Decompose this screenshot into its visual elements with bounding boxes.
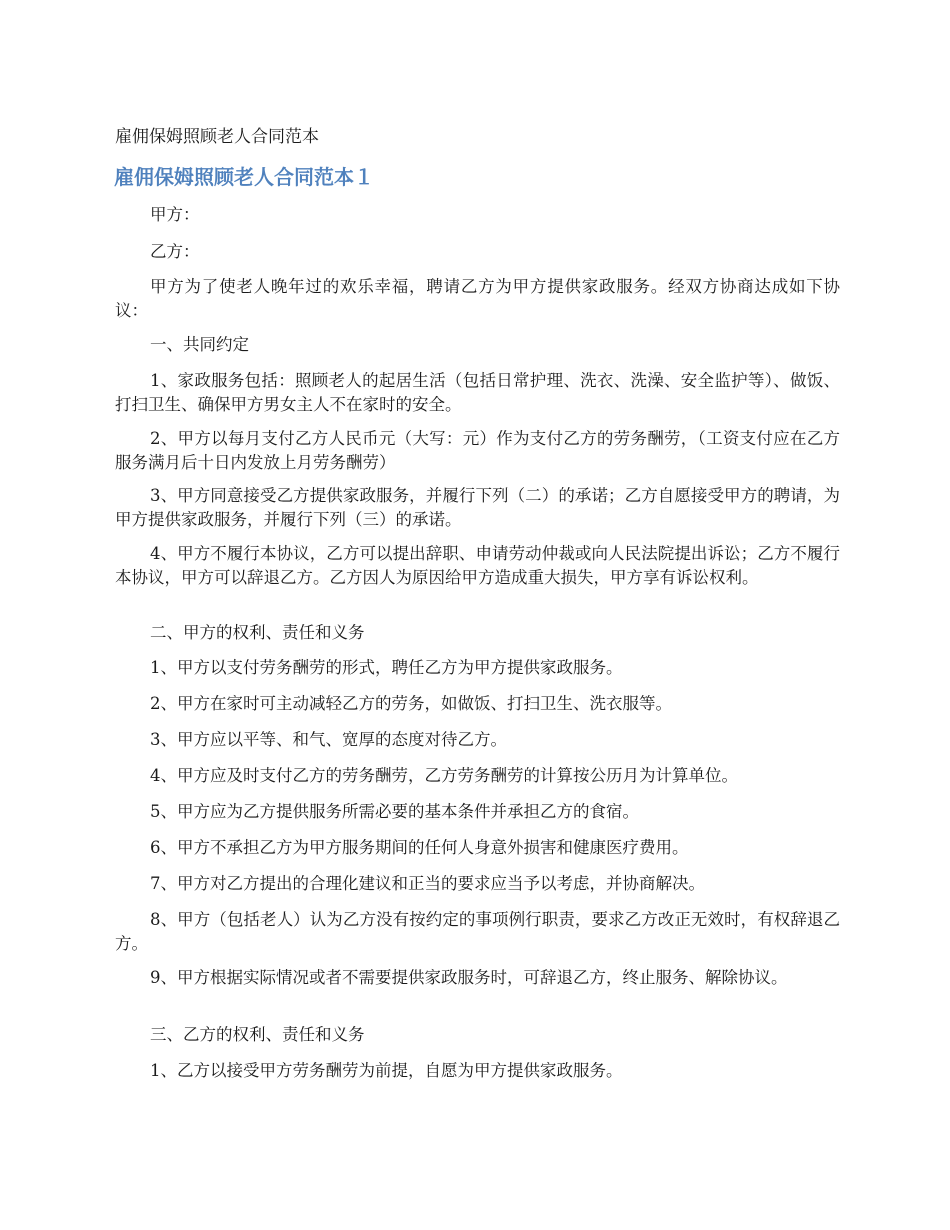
paragraph-intro: 甲方为了使老人晚年过的欢乐幸福，聘请乙方为甲方提供家政服务。经双方协商达成如下协议：	[115, 277, 840, 320]
paragraph-1-1: 1、家政服务包括：照顾老人的起居生活（包括日常护理、洗衣、洗澡、安全监护等）、做饭、打扫卫生、确保甲方男女主人不在家时的安全。	[115, 371, 840, 414]
paragraph-2-9: 9、甲方根据实际情况或者不需要提供家政服务时，可辞退乙方，终止服务、解除协议。	[150, 968, 788, 987]
paragraph-1-2: 2、甲方以每月支付乙方人民币元（大写：元）作为支付乙方的劳务酬劳，（工资支付应在乙方服务满月后十日内发放上月劳务酬劳）	[115, 429, 840, 472]
paragraph-2-2: 2、甲方在家时可主动减轻乙方的劳务，如做饭、打扫卫生、洗衣服等。	[150, 694, 672, 713]
paragraph-2-3: 3、甲方应以平等、和气、宽厚的态度对待乙方。	[150, 730, 507, 749]
paragraph-2-6: 6、甲方不承担乙方为甲方服务期间的任何人身意外损害和健康医疗费用。	[150, 838, 689, 857]
document-title: 雇佣保姆照顾老人合同范本	[115, 127, 319, 147]
paragraph-3-1: 1、乙方以接受甲方劳务酬劳为前提，自愿为甲方提供家政服务。	[150, 1061, 623, 1080]
paragraph-2-7: 7、甲方对乙方提出的合理化建议和正当的要求应当予以考虑，并协商解决。	[150, 874, 705, 893]
paragraph-party-a: 甲方：	[150, 205, 200, 224]
paragraph-1-3: 3、甲方同意接受乙方提供家政服务，并履行下列（二）的承诺；乙方自愿接受甲方的聘请，为甲方提供家政服务，并履行下列（三）的承诺。	[115, 486, 840, 529]
paragraph-party-b: 乙方：	[150, 242, 200, 261]
paragraph-2-5: 5、甲方应为乙方提供服务所需必要的基本条件并承担乙方的食宿。	[150, 802, 639, 821]
section-1-heading: 一、共同约定	[150, 335, 249, 354]
paragraph-2-8: 8、甲方（包括老人）认为乙方没有按约定的事项例行职责，要求乙方改正无效时，有权辞退乙方。	[115, 910, 840, 953]
section-heading: 雇佣保姆照顾老人合同范本１	[114, 165, 374, 189]
paragraph-1-4: 4、甲方不履行本协议，乙方可以提出辞职、申请劳动仲裁或向人民法院提出诉讼；乙方不履行本协议，甲方可以辞退乙方。乙方因人为原因给甲方造成重大损失，甲方享有诉讼权利。	[115, 544, 840, 587]
section-2-heading: 二、甲方的权利、责任和义务	[150, 623, 365, 642]
section-3-heading: 三、乙方的权利、责任和义务	[150, 1025, 365, 1044]
paragraph-2-1: 1、甲方以支付劳务酬劳的形式，聘任乙方为甲方提供家政服务。	[150, 658, 623, 677]
paragraph-2-4: 4、甲方应及时支付乙方的劳务酬劳，乙方劳务酬劳的计算按公历月为计算单位。	[150, 766, 738, 785]
